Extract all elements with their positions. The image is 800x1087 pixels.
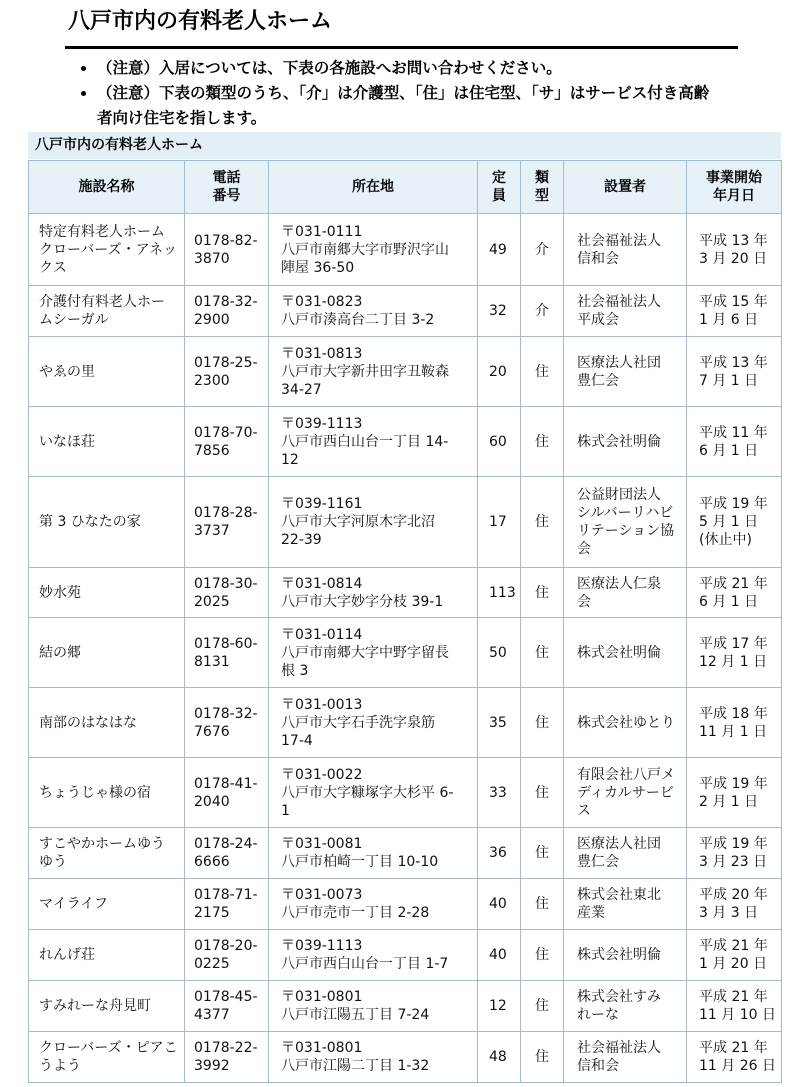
page-title: 八戸市内の有料老人ホーム (68, 9, 333, 34)
type-cell: 住 (521, 981, 564, 1032)
table-row (29, 981, 782, 1032)
type-cell: 介 (521, 286, 564, 337)
capacity-cell: 60 (478, 407, 521, 477)
type-cell: 住 (521, 758, 564, 828)
header-capacity: 定 員 (478, 161, 521, 214)
postal-code: 〒031-0073 (281, 887, 363, 903)
postal-code: 〒039-1161 (281, 496, 363, 512)
address-text: 八戸市大字石手洗字泉筋 17-4 (281, 714, 435, 749)
address-cell (269, 828, 478, 879)
address-cell (269, 618, 478, 688)
phone-cell: 0178-24- 6666 (185, 828, 269, 879)
phone-cell: 0178-25- 2300 (185, 337, 269, 407)
address-cell (269, 981, 478, 1032)
postal-code: 〒031-0814 (281, 575, 363, 592)
address-text: 八戸市大字妙字分枝 39-1 (281, 593, 444, 610)
operator-cell: 株式会社明倫 (564, 407, 687, 477)
address-text: 八戸市湊高台二丁目 3-2 (281, 312, 435, 328)
operator-cell: 医療法人社団 豊仁会 (564, 828, 687, 879)
phone-cell: 0178-30- 2025 (185, 568, 269, 618)
facility-name-cell: 第 3 ひなたの家 (29, 477, 185, 568)
phone-cell: 0178-28- 3737 (185, 477, 269, 568)
capacity-cell: 49 (478, 214, 521, 286)
start-date-cell: 平成 18 年 11 月 1 日 (687, 688, 782, 758)
facility-name-cell: やゑの里 (29, 337, 185, 407)
type-cell: 住 (521, 688, 564, 758)
facility-name-cell: クローバーズ・ピアこ うよう (29, 1032, 185, 1083)
start-date-cell: 平成 21 年 11 月 10 日 (687, 981, 782, 1032)
start-date-cell: 平成 17 年 12 月 1 日 (687, 618, 782, 688)
phone-cell: 0178-71- 2175 (185, 879, 269, 930)
address-cell (269, 407, 478, 477)
notes-list (72, 56, 777, 131)
capacity-cell: 17 (478, 477, 521, 568)
operator-cell: 株式会社明倫 (564, 930, 687, 981)
phone-cell: 0178-32- 7676 (185, 688, 269, 758)
phone-cell: 0178-41- 2040 (185, 758, 269, 828)
start-date-cell: 平成 19 年 2 月 1 日 (687, 758, 782, 828)
table-row (29, 758, 782, 828)
table-row (29, 407, 782, 477)
facility-name-cell: 特定有料老人ホーム クローバーズ・アネッ クス (29, 214, 185, 286)
facility-name-cell: ちょうじゃ様の宿 (29, 758, 185, 828)
facilities-table (28, 160, 782, 1083)
start-date-cell: 平成 11 年 6 月 1 日 (687, 407, 782, 477)
address-text: 八戸市江陽二丁目 1-32 (281, 1058, 430, 1074)
type-cell: 住 (521, 407, 564, 477)
phone-cell: 0178-45- 4377 (185, 981, 269, 1032)
postal-code: 〒039-1113 (281, 415, 363, 432)
facility-name-cell: 介護付有料老人ホー ムシーガル (29, 286, 185, 337)
capacity-cell: 35 (478, 688, 521, 758)
address-text: 八戸市江陽五丁目 7-24 (281, 1007, 430, 1023)
postal-code: 〒031-0801 (281, 989, 363, 1005)
capacity-cell: 36 (478, 828, 521, 879)
header-phone: 電話 番号 (185, 161, 269, 214)
facility-name-cell: れんげ荘 (29, 930, 185, 981)
table-row (29, 828, 782, 879)
header-type: 類 型 (521, 161, 564, 214)
header-operator: 設置者 (564, 161, 687, 214)
start-date-cell: 平成 13 年 3 月 20 日 (687, 214, 782, 286)
phone-cell: 0178-82- 3870 (185, 214, 269, 286)
postal-code: 〒031-0081 (281, 836, 363, 852)
operator-cell: 社会福祉法人 信和会 (564, 214, 687, 286)
start-date-cell: 平成 19 年 3 月 23 日 (687, 828, 782, 879)
capacity-cell: 48 (478, 1032, 521, 1083)
table-row (29, 1032, 782, 1083)
facility-name-cell: マイライフ (29, 879, 185, 930)
address-text: 八戸市柏崎一丁目 10-10 (281, 854, 439, 870)
facility-name-cell: 結の郷 (29, 618, 185, 688)
type-cell: 住 (521, 1032, 564, 1083)
start-date-cell: 平成 21 年 1 月 20 日 (687, 930, 782, 981)
table-row (29, 214, 782, 286)
operator-cell: 株式会社東北 産業 (564, 879, 687, 930)
phone-cell: 0178-20- 0225 (185, 930, 269, 981)
type-cell: 住 (521, 477, 564, 568)
start-date-cell: 平成 21 年 11 月 26 日 (687, 1032, 782, 1083)
capacity-cell: 40 (478, 930, 521, 981)
address-cell (269, 214, 478, 286)
start-date-cell: 平成 21 年 6 月 1 日 (687, 568, 782, 618)
table-row (29, 930, 782, 981)
type-cell: 住 (521, 618, 564, 688)
postal-code: 〒031-0114 (281, 626, 363, 643)
phone-cell: 0178-60- 8131 (185, 618, 269, 688)
note-item: • （注意）下表の類型のうち、「介」は介護型、「住」は住宅型、「サ」はサービス付き高齢 者向け住宅を指します。 (97, 81, 777, 131)
operator-cell: 株式会社すみ れーな (564, 981, 687, 1032)
capacity-cell: 113 (478, 568, 521, 618)
type-cell: 介 (521, 214, 564, 286)
address-text: 八戸市南郷大字市野沢字山 陣屋 36-50 (281, 241, 449, 276)
postal-code: 〒031-0813 (281, 345, 363, 362)
address-cell (269, 930, 478, 981)
address-text: 八戸市大字河原木字北沼 22-39 (281, 514, 435, 548)
facility-name-cell: 南部のはなはな (29, 688, 185, 758)
facility-name-cell: 妙水苑 (29, 568, 185, 618)
start-date-cell: 平成 15 年 1 月 6 日 (687, 286, 782, 337)
operator-cell: 公益財団法人 シルバーリハビ リテーション協 会 (564, 477, 687, 568)
address-text: 八戸市南郷大字中野字留長 根 3 (281, 644, 449, 679)
capacity-cell: 32 (478, 286, 521, 337)
table-row (29, 477, 782, 568)
title-divider (65, 46, 738, 49)
postal-code: 〒039-1113 (281, 938, 363, 954)
start-date-cell: 平成 20 年 3 月 3 日 (687, 879, 782, 930)
address-text: 八戸市売市一丁目 2-28 (281, 905, 430, 921)
table-row (29, 337, 782, 407)
capacity-cell: 20 (478, 337, 521, 407)
operator-cell: 株式会社ゆとり (564, 688, 687, 758)
operator-cell: 社会福祉法人 平成会 (564, 286, 687, 337)
address-cell (269, 758, 478, 828)
start-date-cell: 平成 13 年 7 月 1 日 (687, 337, 782, 407)
facility-name-cell: すみれーな舟見町 (29, 981, 185, 1032)
start-date-cell: 平成 19 年 5 月 1 日 (休止中) (687, 477, 782, 568)
note-item: • （注意）入居については、下表の各施設へお問い合わせください。 (97, 56, 777, 81)
address-cell (269, 477, 478, 568)
header-address: 所在地 (269, 161, 478, 214)
table-row (29, 618, 782, 688)
address-cell (269, 688, 478, 758)
address-text: 八戸市大字新井田字丑鞍森 34-27 (281, 363, 449, 398)
phone-cell: 0178-70- 7856 (185, 407, 269, 477)
address-cell (269, 286, 478, 337)
table-header-row (29, 161, 782, 214)
postal-code: 〒031-0013 (281, 696, 363, 713)
capacity-cell: 33 (478, 758, 521, 828)
phone-cell: 0178-32- 2900 (185, 286, 269, 337)
type-cell: 住 (521, 568, 564, 618)
type-cell: 住 (521, 879, 564, 930)
table-row (29, 568, 782, 618)
table-caption: 八戸市内の有料老人ホーム (28, 132, 781, 159)
header-start-date: 事業開始 年月日 (687, 161, 782, 214)
address-text: 八戸市西白山台一丁目 14- 12 (281, 433, 449, 468)
operator-cell: 有限会社八戸メ ディカルサービ ス (564, 758, 687, 828)
header-facility-name: 施設名称 (29, 161, 185, 214)
facility-name-cell: いなほ荘 (29, 407, 185, 477)
operator-cell: 社会福祉法人 信和会 (564, 1032, 687, 1083)
type-cell: 住 (521, 337, 564, 407)
type-cell: 住 (521, 828, 564, 879)
table-row (29, 286, 782, 337)
operator-cell: 医療法人仁泉 会 (564, 568, 687, 618)
capacity-cell: 50 (478, 618, 521, 688)
phone-cell: 0178-22- 3992 (185, 1032, 269, 1083)
facility-name-cell: すこやかホームゆう ゆう (29, 828, 185, 879)
address-cell (269, 568, 478, 618)
postal-code: 〒031-0111 (281, 223, 363, 240)
address-cell (269, 879, 478, 930)
address-cell (269, 1032, 478, 1083)
address-text: 八戸市西白山台一丁目 1-7 (281, 956, 449, 972)
capacity-cell: 12 (478, 981, 521, 1032)
postal-code: 〒031-0823 (281, 294, 363, 310)
operator-cell: 株式会社明倫 (564, 618, 687, 688)
operator-cell: 医療法人社団 豊仁会 (564, 337, 687, 407)
capacity-cell: 40 (478, 879, 521, 930)
table-row (29, 879, 782, 930)
postal-code: 〒031-0801 (281, 1040, 363, 1056)
address-text: 八戸市大字糠塚字大杉平 6- 1 (281, 784, 454, 819)
postal-code: 〒031-0022 (281, 766, 363, 783)
address-cell (269, 337, 478, 407)
type-cell: 住 (521, 930, 564, 981)
table-row (29, 688, 782, 758)
